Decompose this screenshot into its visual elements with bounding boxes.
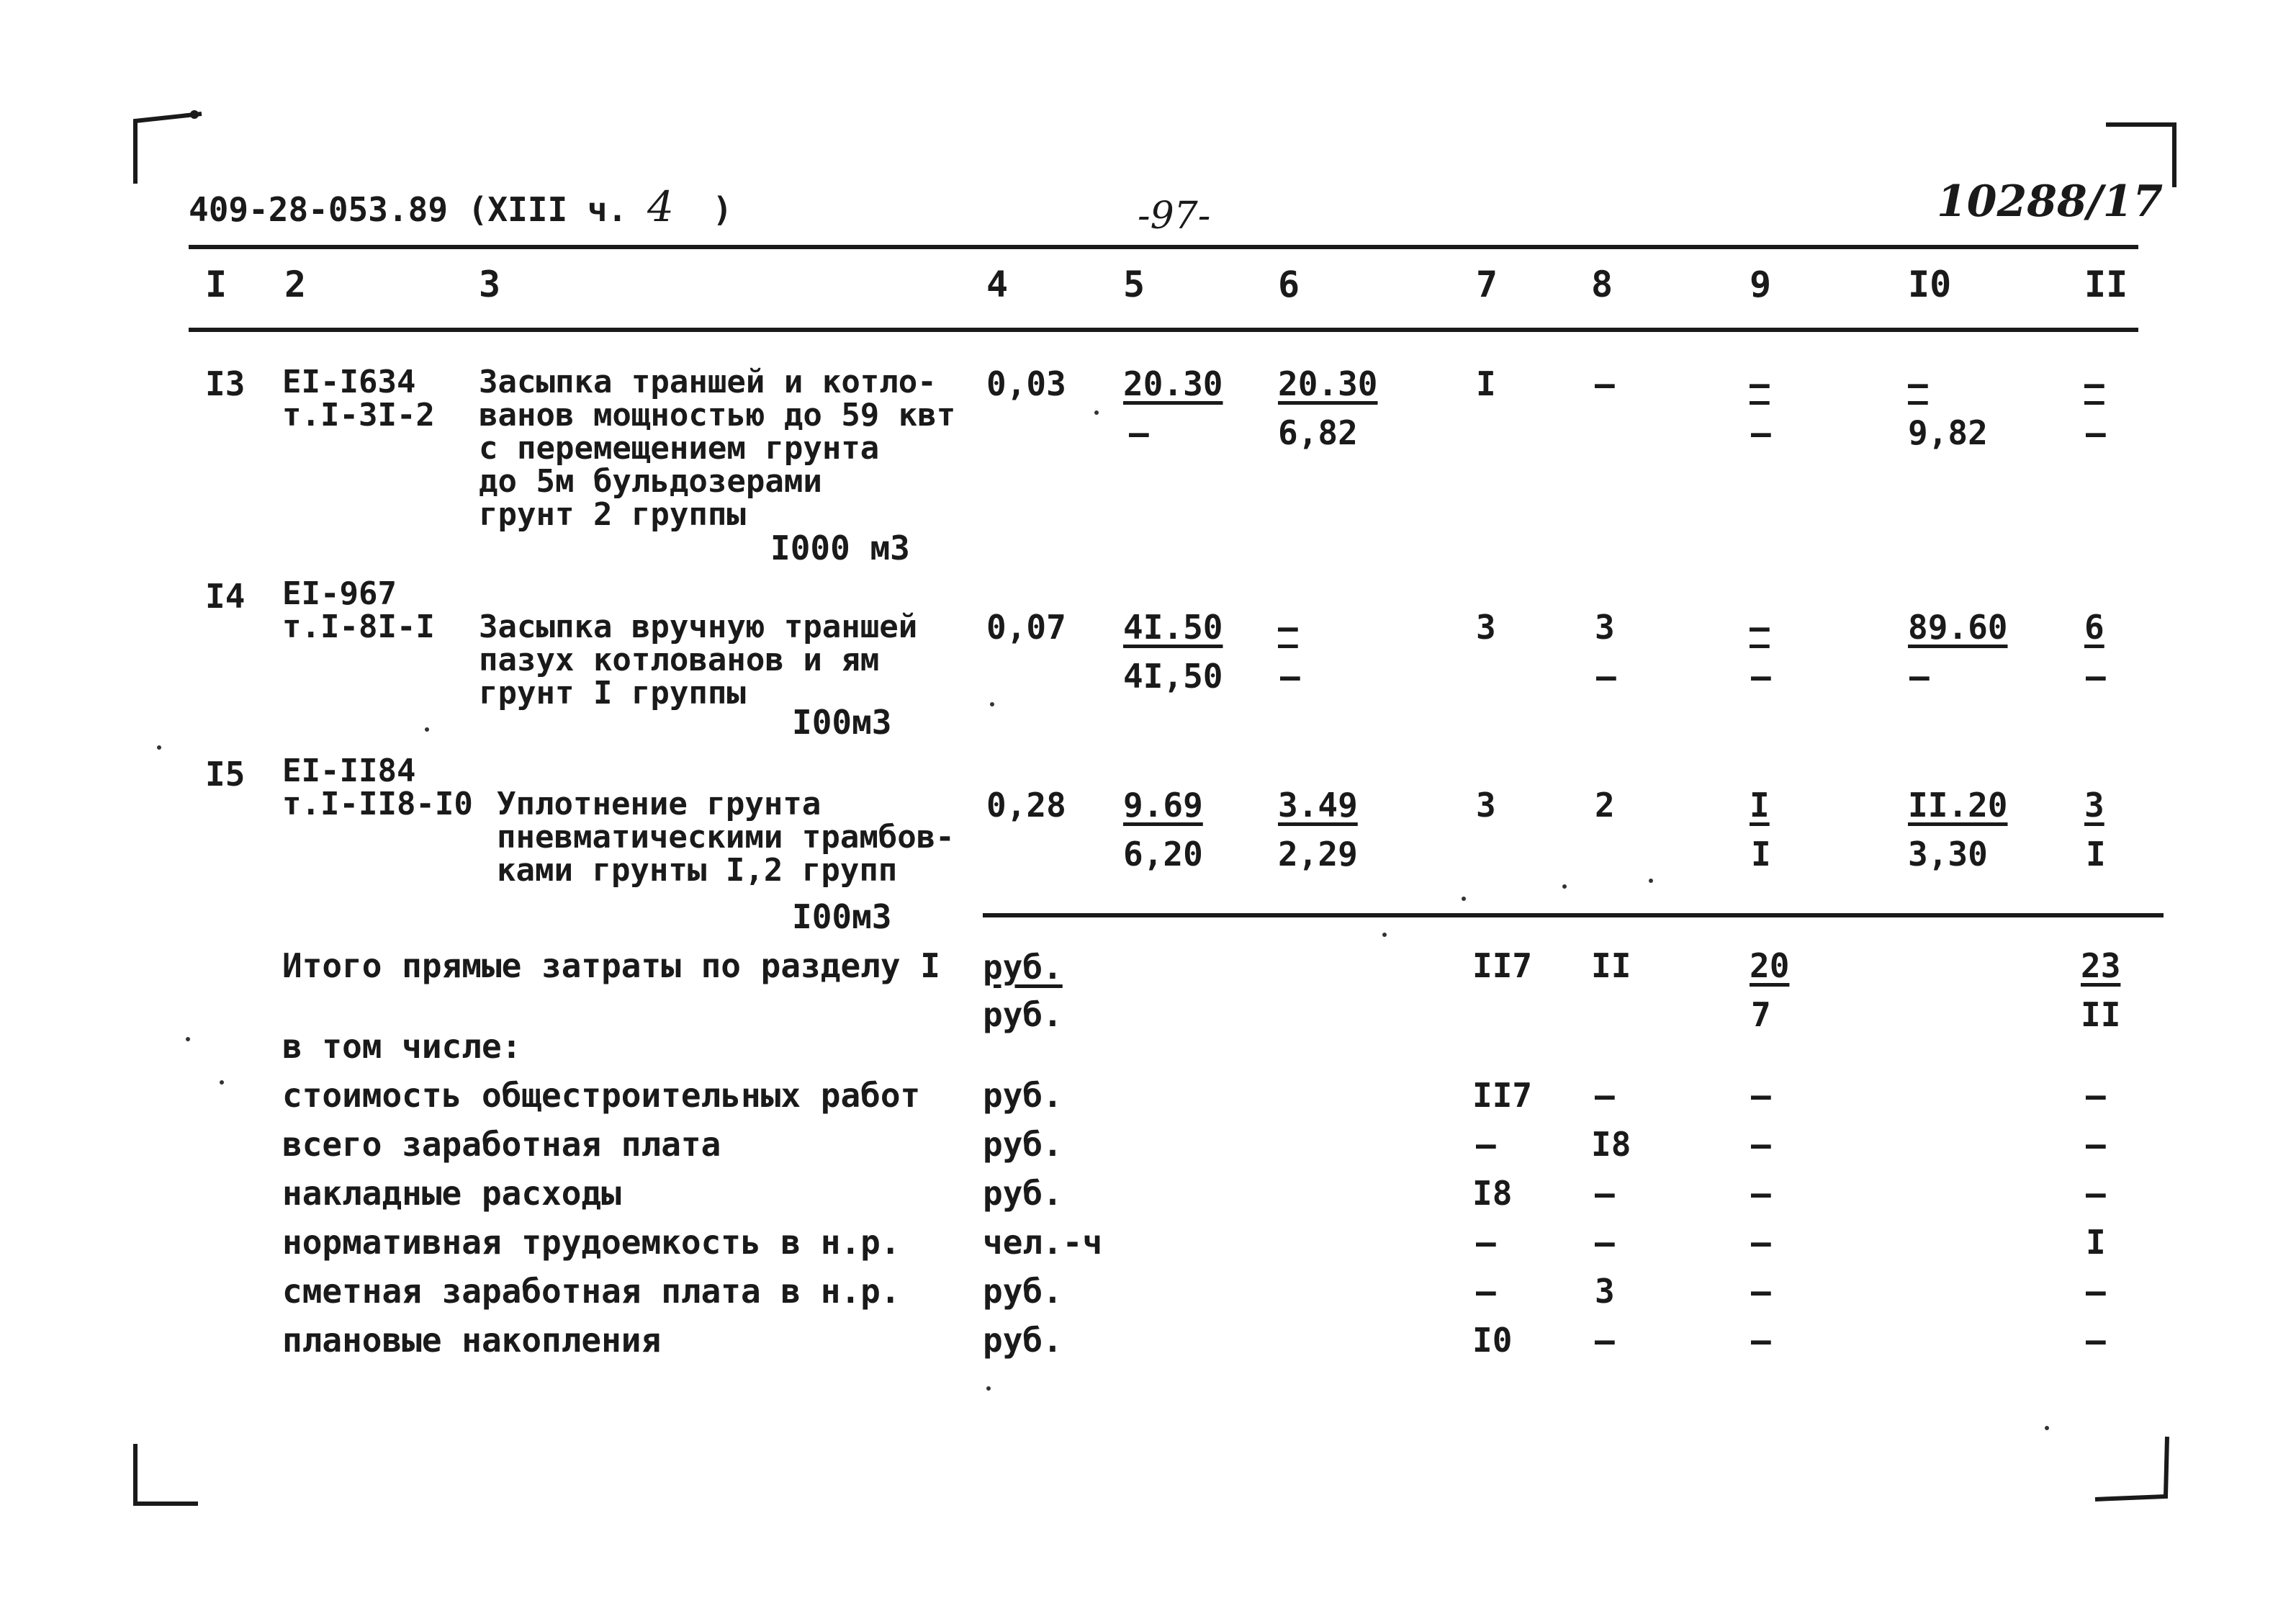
item-col9: – <box>1751 1321 1771 1360</box>
cell-col11-lower: – <box>2086 657 2106 696</box>
cell-col9-lower: I <box>1751 835 1771 874</box>
row-number: I3 <box>205 364 246 403</box>
item-col11: – <box>2086 1272 2106 1311</box>
item-col9: – <box>1751 1223 1771 1262</box>
cell-col11-lower: – <box>2086 413 2106 452</box>
item-col11: – <box>2086 1076 2106 1115</box>
cell-col5: 20.30 <box>1123 364 1223 403</box>
header-bottom-rule <box>189 328 2138 332</box>
cell-col11: – <box>2084 364 2104 403</box>
column-header: I <box>205 264 228 305</box>
scan-speck <box>220 1080 224 1085</box>
column-header: 9 <box>1750 264 1772 305</box>
cell-col10-lower: 9,82 <box>1908 413 1988 452</box>
cell-col7: 3 <box>1476 608 1496 647</box>
totals-rule <box>983 913 2164 917</box>
item-col8: I8 <box>1591 1125 1631 1164</box>
scan-speck <box>2045 1426 2049 1430</box>
unit-of-measure: I00м3 <box>792 897 892 936</box>
item-col8: – <box>1595 1174 1615 1213</box>
cell-col9: – <box>1750 364 1770 403</box>
totals-col9-lower: 7 <box>1751 995 1771 1034</box>
cell-col5-lower: 4I,50 <box>1123 657 1223 696</box>
cell-col8: 3 <box>1595 608 1615 647</box>
cell-col8: – <box>1595 364 1615 403</box>
cell-col8-lower: – <box>1596 657 1616 696</box>
item-col8: – <box>1595 1076 1615 1115</box>
column-header: 8 <box>1591 264 1613 305</box>
cell-col6: 3.49 <box>1278 786 1358 825</box>
column-header: 7 <box>1476 264 1498 305</box>
corner-mark-top-left <box>130 108 209 187</box>
cell-col6-lower: 6,82 <box>1278 413 1358 452</box>
item-label: нормативная трудоемкость в н.р. <box>282 1223 901 1262</box>
column-header: II <box>2084 264 2128 305</box>
cell-col5-lower: 6,20 <box>1123 835 1203 874</box>
scan-speck <box>1094 410 1099 415</box>
totals-col7: II7 <box>1472 946 1533 985</box>
item-col7: – <box>1476 1272 1496 1311</box>
cell-col7: 3 <box>1476 786 1496 825</box>
table-top-rule <box>189 245 2138 249</box>
column-header: I0 <box>1908 264 1952 305</box>
scan-speck <box>186 1037 190 1041</box>
item-col8: – <box>1595 1223 1615 1262</box>
corner-mark-bottom-left <box>130 1440 209 1512</box>
item-col7: – <box>1476 1223 1496 1262</box>
norm-code: EI-967 т.I-8I-I <box>282 575 435 645</box>
item-unit: руб. <box>983 1125 1063 1164</box>
column-header: 6 <box>1278 264 1300 305</box>
cell-col5: 9.69 <box>1123 786 1203 825</box>
cell-col5-lower: – <box>1129 413 1149 452</box>
cell-col9-lower: – <box>1751 413 1771 452</box>
cell-col10: 89.60 <box>1908 608 2008 647</box>
item-unit: чел.-ч <box>983 1223 1103 1262</box>
norm-code: EI-II84 т.I-II8-I0 <box>282 753 473 822</box>
item-unit: руб. <box>983 1321 1063 1360</box>
quantity: 0,28 <box>986 786 1066 825</box>
cell-col6-lower: – <box>1280 657 1300 696</box>
item-col11: I <box>2086 1223 2106 1262</box>
scan-speck <box>990 702 994 706</box>
totals-col11-lower: II <box>2081 995 2121 1034</box>
cell-col9: – <box>1750 608 1770 647</box>
cell-col6-lower: 2,29 <box>1278 835 1358 874</box>
cell-col5: 4I.50 <box>1123 608 1223 647</box>
item-col8: – <box>1595 1321 1615 1360</box>
quantity: 0,03 <box>986 364 1066 403</box>
work-description: Засыпка траншей и котло- ванов мощностью до 59 квт с перемещением грунта до 5м бульдозерами грунт 2 группы <box>479 364 956 533</box>
scan-speck <box>1462 897 1466 901</box>
column-header: 2 <box>284 264 307 305</box>
cell-col7: I <box>1476 364 1496 403</box>
item-col11: – <box>2086 1321 2106 1360</box>
totals-unit: руб. <box>983 948 1063 987</box>
item-label: накладные расходы <box>282 1174 621 1213</box>
item-unit: руб. <box>983 1174 1063 1213</box>
item-col11: – <box>2086 1174 2106 1213</box>
totals-label: Итого прямые затраты по разделу I <box>282 946 940 985</box>
cell-col10-lower: – <box>1909 657 1930 696</box>
scan-speck <box>157 745 161 750</box>
cell-col9-lower: – <box>1751 657 1771 696</box>
unit-of-measure: I000 м3 <box>770 529 910 567</box>
cell-col8: 2 <box>1595 786 1615 825</box>
cell-col11: 6 <box>2084 608 2104 647</box>
archive-stamp: 10288/17 <box>1937 176 2164 227</box>
row-number: I5 <box>205 755 246 794</box>
totals-subheading: в том числе: <box>282 1027 522 1066</box>
unit-of-measure: I00м3 <box>792 703 892 742</box>
cell-col6: 20.30 <box>1278 364 1378 403</box>
item-col7: II7 <box>1472 1076 1533 1115</box>
item-unit: руб. <box>983 1076 1063 1115</box>
item-col9: – <box>1751 1076 1771 1115</box>
item-col9: – <box>1751 1272 1771 1311</box>
scan-speck <box>1649 879 1653 883</box>
totals-unit-lower: руб. <box>983 995 1063 1034</box>
scan-speck <box>1382 933 1387 937</box>
norm-code: EI-I634 т.I-3I-2 <box>282 364 435 434</box>
totals-col9: 20 <box>1750 946 1790 985</box>
cell-col11: 3 <box>2084 786 2104 825</box>
item-col9: – <box>1751 1174 1771 1213</box>
item-col7: – <box>1476 1125 1496 1164</box>
page-number: -97- <box>1138 194 1211 238</box>
row-number: I4 <box>205 577 246 616</box>
item-col7: I0 <box>1472 1321 1513 1360</box>
totals-col8: II <box>1591 946 1631 985</box>
work-description: Засыпка вручную траншей пазух котлованов и ям грунт I группы <box>479 609 918 712</box>
column-header: 3 <box>479 264 501 305</box>
cell-col10: – <box>1908 364 1928 403</box>
cell-col11-lower: I <box>2086 835 2106 874</box>
scan-speck <box>425 727 429 732</box>
work-description: Уплотнение грунта пневматическими трамбов- ками грунты I,2 групп <box>497 786 955 889</box>
cell-col9: I <box>1750 786 1770 825</box>
cell-col10: II.20 <box>1908 786 2008 825</box>
item-col7: I8 <box>1472 1174 1513 1213</box>
item-label: сметная заработная плата в н.р. <box>282 1272 901 1311</box>
part-number: 4 <box>647 182 674 231</box>
item-label: плановые накопления <box>282 1321 662 1360</box>
cell-col6: – <box>1278 608 1298 647</box>
scan-speck <box>1562 884 1567 889</box>
column-header: 5 <box>1123 264 1145 305</box>
item-label: стоимость общестроительных работ <box>282 1076 921 1115</box>
item-col11: – <box>2086 1125 2106 1164</box>
item-col8: 3 <box>1595 1272 1615 1311</box>
item-label: всего заработная плата <box>282 1125 721 1164</box>
document-code: 409-28-053.89 (XIII ч. 4 ) <box>189 182 733 231</box>
cell-col10-lower: 3,30 <box>1908 835 1988 874</box>
corner-mark-bottom-right <box>2088 1433 2182 1505</box>
item-col9: – <box>1751 1125 1771 1164</box>
totals-col11: 23 <box>2081 946 2121 985</box>
quantity: 0,07 <box>986 608 1066 647</box>
scan-speck <box>986 1386 991 1391</box>
column-header: 4 <box>986 264 1009 305</box>
item-unit: руб. <box>983 1272 1063 1311</box>
